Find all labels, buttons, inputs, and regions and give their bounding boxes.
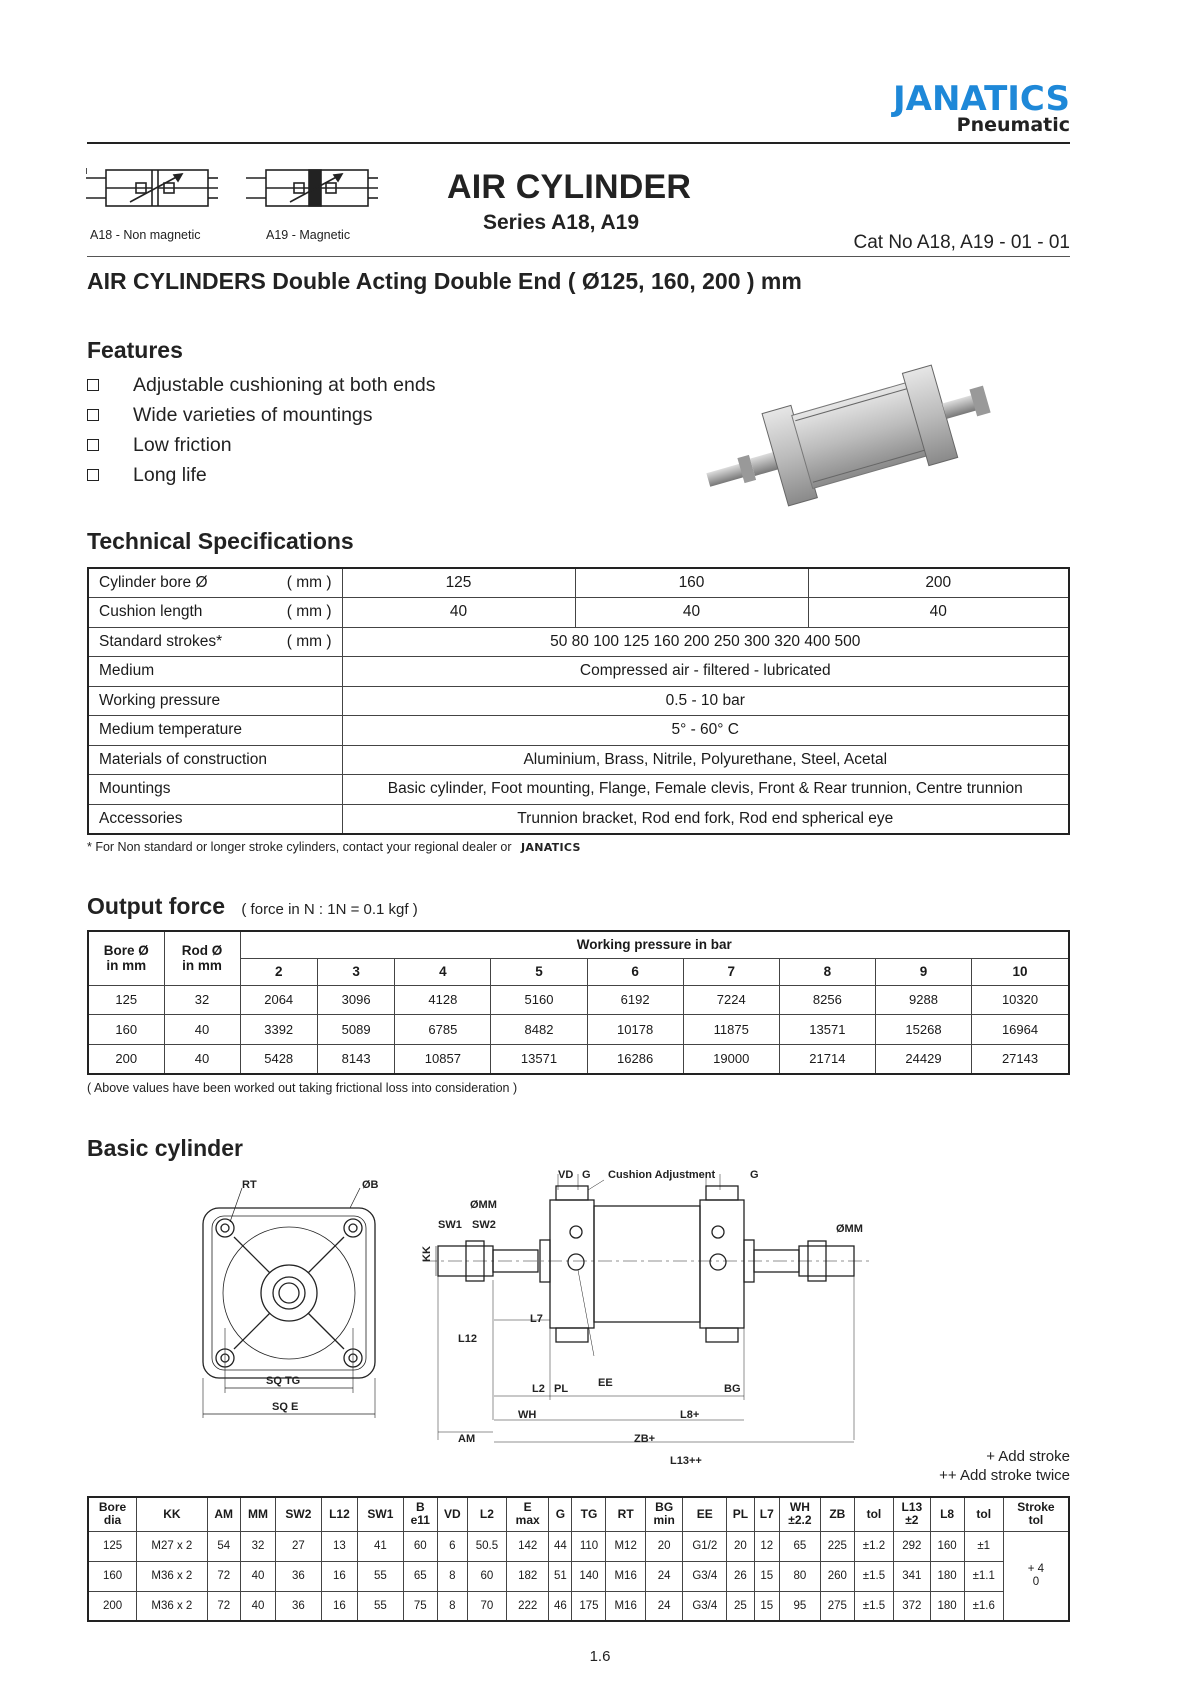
series-subtitle: Series A18, A19 xyxy=(483,211,640,234)
dims-cell: 72 xyxy=(207,1591,240,1621)
dims-cell: 95 xyxy=(779,1591,820,1621)
output-force-heading: Output force ( force in N : 1N = 0.1 kgf ) xyxy=(87,893,418,919)
spec-value: Compressed air - filtered - lubricated xyxy=(342,657,1069,687)
dims-col-header: tol xyxy=(854,1497,893,1531)
checkbox-bullet-icon xyxy=(87,409,99,421)
dims-cell: 140 xyxy=(572,1561,606,1591)
label-ee: EE xyxy=(598,1377,613,1389)
output-force-note: ( Above values have been worked out taking frictional loss into consideration ) xyxy=(87,1081,518,1095)
dims-cell: 50.5 xyxy=(467,1531,506,1561)
pressure-header: 2 xyxy=(240,958,317,985)
pressure-header: 5 xyxy=(491,958,587,985)
label-g: G xyxy=(582,1170,591,1181)
dims-col-header: MM xyxy=(240,1497,275,1531)
table-row: 125 32 2064 3096 4128 5160 6192 7224 8256 9288 10320 xyxy=(88,985,1069,1015)
table-row xyxy=(88,657,1069,687)
dims-cell: 41 xyxy=(358,1531,404,1561)
dims-cell: 60 xyxy=(403,1531,437,1561)
dims-col-header: tol xyxy=(964,1497,1003,1531)
spec-value: Trunnion bracket, Rod end fork, Rod end spherical eye xyxy=(342,804,1069,834)
table-row: 200 40 5428 8143 10857 13571 16286 19000 21714 24429 27143 xyxy=(88,1044,1069,1074)
dims-cell: M16 xyxy=(606,1591,645,1621)
table-header-row xyxy=(88,1497,1069,1531)
dims-cell: 36 xyxy=(276,1591,322,1621)
dims-cell: 275 xyxy=(820,1591,854,1621)
spec-value: 40 xyxy=(575,598,808,628)
dims-cell: 160 xyxy=(88,1561,137,1591)
spec-label: Accessories xyxy=(88,804,342,834)
dims-cell: 16 xyxy=(321,1591,358,1621)
cylinder-product-image xyxy=(700,350,1000,510)
spec-label: Standard strokes* ( mm ) xyxy=(88,627,342,657)
checkbox-bullet-icon xyxy=(87,379,99,391)
pressure-header: 7 xyxy=(683,958,779,985)
dims-cell: 180 xyxy=(930,1561,964,1591)
table-row xyxy=(88,1531,1069,1561)
spec-value: 125 xyxy=(342,568,575,598)
dims-col-header: RT xyxy=(606,1497,645,1531)
label-sw2: SW2 xyxy=(472,1219,496,1231)
main-heading: AIR CYLINDERS Double Acting Double End ( Ø125, 160, 200 ) mm xyxy=(87,268,802,294)
label-kk: KK xyxy=(421,1246,433,1262)
side-view-drawing xyxy=(418,1170,938,1470)
dims-col-header: L7 xyxy=(754,1497,779,1531)
a18-caption: A18 - Non magnetic xyxy=(90,228,201,242)
brand-name: JANATICS xyxy=(892,79,1070,119)
cylinder-symbols xyxy=(86,158,396,224)
catalog-number: Cat No A18, A19 - 01 - 01 xyxy=(853,232,1070,253)
dims-cell: M12 xyxy=(606,1531,645,1561)
table-row xyxy=(88,716,1069,746)
dims-col-header: VD xyxy=(437,1497,467,1531)
dims-col-header: EE xyxy=(683,1497,727,1531)
dims-cell: 15 xyxy=(754,1591,779,1621)
dims-cell: 75 xyxy=(403,1591,437,1621)
spec-label: Medium xyxy=(88,657,342,687)
dims-cell: 40 xyxy=(240,1591,275,1621)
dims-col-header: WH ±2.2 xyxy=(779,1497,820,1531)
dims-cell: ±1.5 xyxy=(854,1591,893,1621)
dims-col-header: L12 xyxy=(321,1497,358,1531)
spec-value: 40 xyxy=(342,598,575,628)
spec-value: 40 xyxy=(808,598,1069,628)
end-view-drawing xyxy=(190,1178,405,1418)
tech-spec-heading: Technical Specifications xyxy=(87,528,354,554)
dims-cell: 8 xyxy=(437,1591,467,1621)
dims-cell: M16 xyxy=(606,1561,645,1591)
dims-cell: 55 xyxy=(358,1591,404,1621)
label-am: AM xyxy=(458,1433,476,1445)
dims-cell: 180 xyxy=(930,1591,964,1621)
spec-value: 160 xyxy=(575,568,808,598)
dims-cell: 182 xyxy=(507,1561,549,1591)
dims-cell: 6 xyxy=(437,1531,467,1561)
add-stroke-twice-note: ++ Add stroke twice xyxy=(939,1467,1070,1484)
label-rt: RT xyxy=(242,1179,257,1191)
dims-cell: 341 xyxy=(894,1561,931,1591)
dims-cell: ±1.5 xyxy=(854,1561,893,1591)
dims-col-header: PL xyxy=(727,1497,755,1531)
dims-cell: ±1 xyxy=(964,1531,1003,1561)
dims-col-header: AM xyxy=(207,1497,240,1531)
dims-cell: 142 xyxy=(507,1531,549,1561)
dims-cell: ±1.6 xyxy=(964,1591,1003,1621)
label-l2: L2 xyxy=(532,1383,545,1395)
dims-cell: 24 xyxy=(645,1591,683,1621)
features-heading: Features xyxy=(87,337,183,363)
spec-value: Aluminium, Brass, Nitrile, Polyurethane, Steel, Acetal xyxy=(342,745,1069,775)
label-l12: L12 xyxy=(458,1333,477,1345)
dims-cell: 222 xyxy=(507,1591,549,1621)
pressure-header: 6 xyxy=(587,958,683,985)
spec-value: 50 80 100 125 160 200 250 300 320 400 500 xyxy=(342,627,1069,657)
dims-cell: 26 xyxy=(727,1561,755,1591)
dims-cell: 15 xyxy=(754,1561,779,1591)
spec-label: Cylinder bore Ø ( mm ) xyxy=(88,568,342,598)
dims-cell: 72 xyxy=(207,1561,240,1591)
label-cushion: Cushion Adjustment xyxy=(608,1170,716,1181)
dims-cell: 44 xyxy=(549,1531,572,1561)
dims-cell: 20 xyxy=(645,1531,683,1561)
spec-label: Working pressure xyxy=(88,686,342,716)
checkbox-bullet-icon xyxy=(87,439,99,451)
label-omm1: ØMM xyxy=(470,1199,497,1211)
pressure-header: 9 xyxy=(875,958,971,985)
table-row xyxy=(88,745,1069,775)
label-pl: PL xyxy=(554,1383,569,1395)
dims-cell: M36 x 2 xyxy=(137,1591,208,1621)
feature-item: Low friction xyxy=(87,430,435,460)
pressure-header: 3 xyxy=(317,958,394,985)
spec-value: 200 xyxy=(808,568,1069,598)
label-g2: G xyxy=(750,1170,759,1181)
dims-col-header: L13 ±2 xyxy=(894,1497,931,1531)
col-header-pressure-group: Working pressure in bar xyxy=(240,931,1069,958)
dims-cell: 60 xyxy=(467,1561,506,1591)
pressure-header: 8 xyxy=(779,958,875,985)
label-sw1: SW1 xyxy=(438,1219,462,1231)
dims-cell: 16 xyxy=(321,1561,358,1591)
dims-col-header: SW1 xyxy=(358,1497,404,1531)
dims-cell: 160 xyxy=(930,1531,964,1561)
dims-col-header: E max xyxy=(507,1497,549,1531)
pressure-header: 4 xyxy=(395,958,491,985)
dims-col-header: B e11 xyxy=(403,1497,437,1531)
table-row xyxy=(88,775,1069,805)
dims-cell: 80 xyxy=(779,1561,820,1591)
dims-cell: 54 xyxy=(207,1531,240,1561)
dims-cell: 65 xyxy=(779,1531,820,1561)
label-wh: WH xyxy=(518,1409,537,1421)
dims-cell: 260 xyxy=(820,1561,854,1591)
dims-cell: 12 xyxy=(754,1531,779,1561)
basic-cylinder-heading: Basic cylinder xyxy=(87,1135,243,1161)
spec-label: Mountings xyxy=(88,775,342,805)
dims-cell: 13 xyxy=(321,1531,358,1561)
table-row xyxy=(88,627,1069,657)
spec-label: Medium temperature xyxy=(88,716,342,746)
dims-cell: 55 xyxy=(358,1561,404,1591)
page-title: AIR CYLINDER xyxy=(447,168,692,206)
page-number: 1.6 xyxy=(589,1648,611,1665)
col-header-rod: Rod Ø in mm xyxy=(164,931,240,985)
dims-cell: 40 xyxy=(240,1561,275,1591)
features-list xyxy=(87,370,435,490)
dims-cell: G3/4 xyxy=(683,1561,727,1591)
dims-cell: M36 x 2 xyxy=(137,1561,208,1591)
dims-col-header: Stroke tol xyxy=(1003,1497,1069,1531)
label-omm2: ØMM xyxy=(836,1223,863,1235)
dims-col-header: ZB xyxy=(820,1497,854,1531)
dims-cell: G3/4 xyxy=(683,1591,727,1621)
dims-cell: ±1.2 xyxy=(854,1531,893,1561)
a18-symbol-icon xyxy=(86,168,218,206)
label-zb: ZB+ xyxy=(634,1433,656,1445)
feature-item: Long life xyxy=(87,460,435,490)
spec-value: 5° - 60° C xyxy=(342,716,1069,746)
dims-col-header: L2 xyxy=(467,1497,506,1531)
table-row xyxy=(88,598,1069,628)
tech-footnote: * For Non standard or longer stroke cylinders, contact your regional dealer or JANATICS xyxy=(87,840,581,854)
label-l8: L8+ xyxy=(680,1409,700,1421)
spec-label: Materials of construction xyxy=(88,745,342,775)
label-bg: BG xyxy=(724,1383,741,1395)
label-l7: L7 xyxy=(530,1313,543,1325)
dims-col-header: KK xyxy=(137,1497,208,1531)
header-rule xyxy=(87,142,1070,144)
brand-sub: Pneumatic xyxy=(956,114,1070,136)
dims-cell: 32 xyxy=(240,1531,275,1561)
output-force-subheading: ( force in N : 1N = 0.1 kgf ) xyxy=(241,901,418,918)
dims-cell: 25 xyxy=(727,1591,755,1621)
add-stroke-note: + Add stroke xyxy=(986,1448,1070,1465)
checkbox-bullet-icon xyxy=(87,469,99,481)
dims-cell: 36 xyxy=(276,1561,322,1591)
dims-cell: 225 xyxy=(820,1531,854,1561)
output-force-table xyxy=(87,930,1070,1075)
label-sqtg: SQ TG xyxy=(266,1375,301,1387)
dims-col-header: SW2 xyxy=(276,1497,322,1531)
dims-col-header: BG min xyxy=(645,1497,683,1531)
feature-item: Wide varieties of mountings xyxy=(87,400,435,430)
a19-caption: A19 - Magnetic xyxy=(266,228,351,242)
dims-cell: G1/2 xyxy=(683,1531,727,1561)
dims-cell: 46 xyxy=(549,1591,572,1621)
spec-label: Cushion length ( mm ) xyxy=(88,598,342,628)
dims-cell: 70 xyxy=(467,1591,506,1621)
brand-logo xyxy=(892,79,1070,136)
dims-cell: 292 xyxy=(894,1531,931,1561)
dims-col-header: Bore dia xyxy=(88,1497,137,1531)
dims-cell: 200 xyxy=(88,1591,137,1621)
dims-col-header: G xyxy=(549,1497,572,1531)
dims-cell: 51 xyxy=(549,1561,572,1591)
dims-cell: M27 x 2 xyxy=(137,1531,208,1561)
dimensions-table xyxy=(87,1496,1070,1622)
footnote-brand: JANATICS xyxy=(521,841,581,854)
dims-col-header: L8 xyxy=(930,1497,964,1531)
spec-value: Basic cylinder, Foot mounting, Flange, Female clevis, Front & Rear trunnion, Centre trunnion xyxy=(342,775,1069,805)
table-row xyxy=(88,804,1069,834)
dims-cell: 110 xyxy=(572,1531,606,1561)
dims-cell: 125 xyxy=(88,1531,137,1561)
label-ob: ØB xyxy=(362,1179,379,1191)
subheader-rule xyxy=(87,256,1070,257)
tech-spec-table xyxy=(87,567,1070,835)
feature-item: Adjustable cushioning at both ends xyxy=(87,370,435,400)
dims-cell: 65 xyxy=(403,1561,437,1591)
col-header-bore: Bore Ø in mm xyxy=(88,931,164,985)
table-row xyxy=(88,1561,1069,1591)
label-l13: L13++ xyxy=(670,1455,702,1467)
dims-cell: 27 xyxy=(276,1531,322,1561)
dims-cell: 175 xyxy=(572,1591,606,1621)
label-sqe: SQ E xyxy=(272,1401,299,1413)
table-row xyxy=(88,1591,1069,1621)
table-row: 160 40 3392 5089 6785 8482 10178 11875 13571 15268 16964 xyxy=(88,1015,1069,1045)
dims-col-header: TG xyxy=(572,1497,606,1531)
table-row xyxy=(88,686,1069,716)
spec-value: 0.5 - 10 bar xyxy=(342,686,1069,716)
dims-cell: ±1.1 xyxy=(964,1561,1003,1591)
dims-cell: 372 xyxy=(894,1591,931,1621)
a19-symbol-icon xyxy=(246,170,378,206)
dims-cell: 24 xyxy=(645,1561,683,1591)
label-vd: VD xyxy=(558,1170,574,1181)
table-row xyxy=(88,568,1069,598)
pressure-header: 10 xyxy=(972,958,1069,985)
dims-cell: 20 xyxy=(727,1531,755,1561)
dims-cell: 8 xyxy=(437,1561,467,1591)
dims-stroke-tol: + 4 0 xyxy=(1003,1531,1069,1621)
